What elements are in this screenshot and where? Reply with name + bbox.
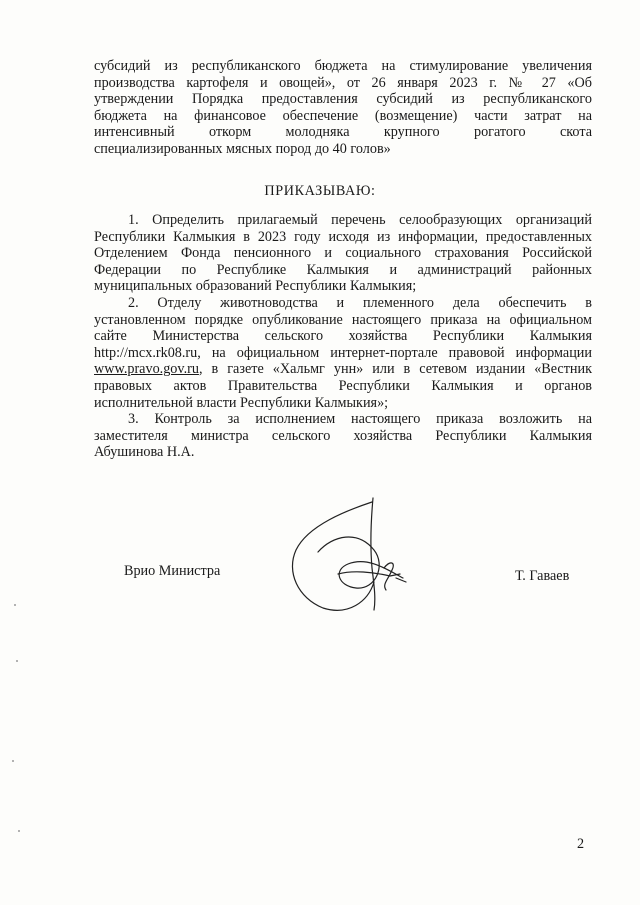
order-item-2 bbox=[94, 295, 592, 411]
pravo-link[interactable]: www.pravo.gov.ru bbox=[94, 361, 199, 378]
intro-line: субсидий из республиканского бюджета на стимулирование увеличения bbox=[94, 58, 592, 74]
scan-speck bbox=[18, 830, 20, 832]
item1-line: Отделением Фонда пенсионного и социального страхования Российской bbox=[94, 245, 592, 262]
item1-line: Федерации по Республике Калмыкия и администраций районных bbox=[94, 261, 592, 278]
order-items bbox=[94, 212, 592, 461]
intro-line: специализированных мясных пород до 40 голов» bbox=[94, 140, 391, 157]
signatory-name: Т. Гаваев bbox=[515, 568, 570, 584]
item2-line: http://mcx.rk08.ru, на официальном интернет-портале правовой информации bbox=[94, 344, 592, 361]
scan-speck bbox=[12, 760, 14, 762]
intro-line: интенсивный откорм молодняка крупного рогатого скота bbox=[94, 124, 592, 141]
intro-line: производства картофеля и овощей», от 26 января 2023 г. № 27 «Об bbox=[94, 74, 592, 91]
handwritten-signature bbox=[278, 490, 428, 620]
item3-line: Абушинова Н.А. bbox=[94, 444, 195, 461]
scan-speck bbox=[16, 660, 18, 662]
order-item-3 bbox=[94, 411, 592, 461]
item1-line: Республики Калмыкия в 2023 году исходя из информации, предоставленных bbox=[94, 228, 592, 245]
item3-line: заместителя министра сельского хозяйства Республики Калмыкия bbox=[94, 427, 592, 444]
item3-line: 3. Контроль за исполнением настоящего приказа возложить на bbox=[128, 411, 592, 428]
item2-line: сайте Министерства сельского хозяйства Республики Калмыкия bbox=[94, 328, 592, 345]
item2-line: исполнительной власти Республики Калмыкия»; bbox=[94, 394, 389, 411]
signatory-position: Врио Министра bbox=[124, 563, 221, 579]
item2-line: 2. Отделу животноводства и племенного дела обеспечить в bbox=[128, 294, 592, 311]
item2-line: установленном порядке опубликование настоящего приказа на официальном bbox=[94, 311, 592, 328]
item2-line: правовых актов Правительства Республики Калмыкия и органов bbox=[94, 377, 592, 394]
order-item-1 bbox=[94, 212, 592, 295]
order-heading: ПРИКАЗЫВАЮ: bbox=[264, 183, 376, 199]
page-number: 2 bbox=[577, 836, 585, 852]
item1-line: 1. Определить прилагаемый перечень селообразующих организаций bbox=[128, 212, 592, 228]
intro-line: бюджета на финансовое обеспечение (возмещение) части затрат на bbox=[94, 107, 592, 124]
item1-line: муниципальных образований Республики Калмыкия; bbox=[94, 278, 417, 295]
scan-speck bbox=[14, 604, 16, 606]
intro-paragraph bbox=[94, 58, 592, 158]
item2-line-rest: , в газете «Хальмг унн» или в сетевом издании «Вестник bbox=[198, 361, 592, 378]
item2-line bbox=[94, 361, 592, 378]
intro-line: утверждении Порядка предоставления субсидий из республиканского bbox=[94, 91, 592, 108]
